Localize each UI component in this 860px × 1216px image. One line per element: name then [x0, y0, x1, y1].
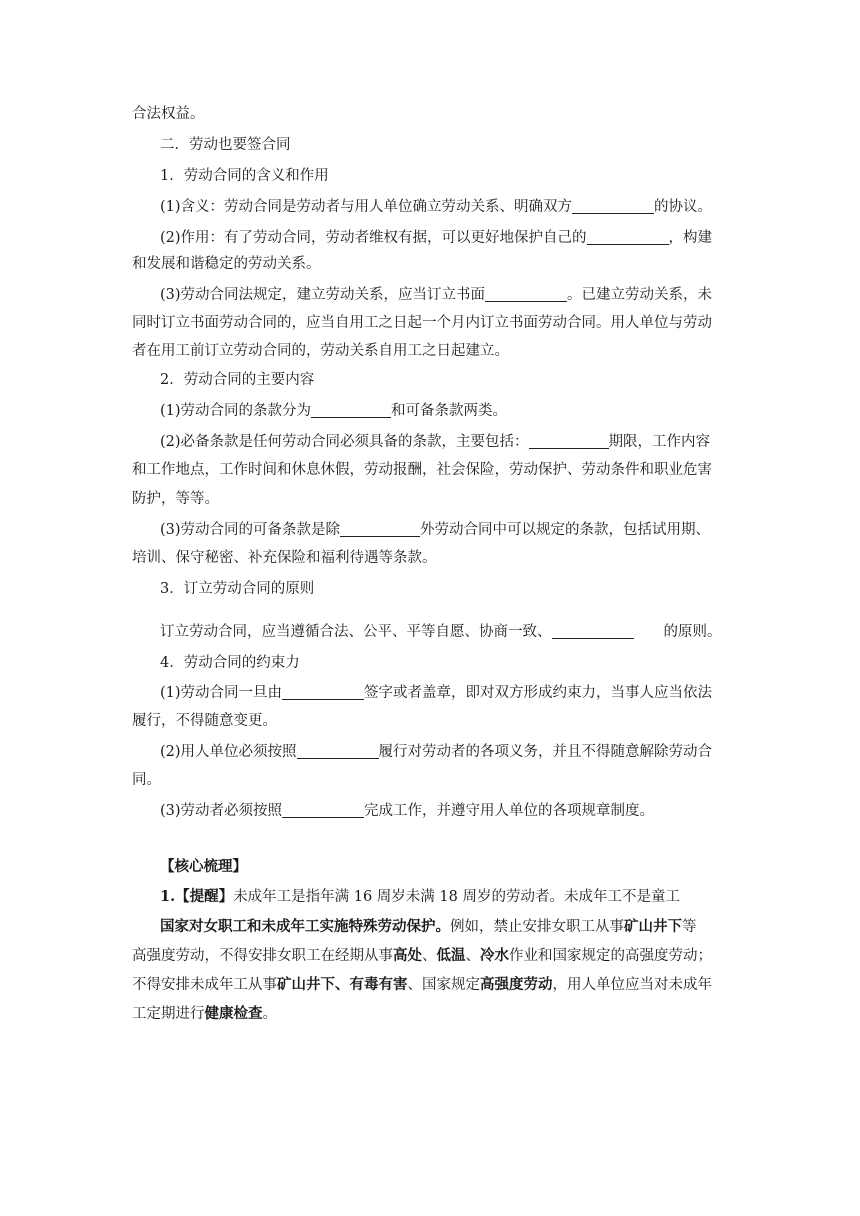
paragraph-line: 工定期进行健康检查。	[132, 1005, 277, 1022]
subheading-3: 3．订立劳动合同的原则	[160, 581, 315, 597]
paragraph-line: (2)用人单位必须按照 履行对劳动者的各项义务，并且不得随意解除劳动合	[160, 744, 713, 760]
paragraph-line: (3)劳动合同法规定，建立劳动关系，应当订立书面 。已建立劳动关系，未	[160, 287, 713, 303]
paragraph-line: 合法权益。	[132, 106, 205, 122]
paragraph-line: 和发展和谐稳定的劳动关系。	[132, 256, 321, 272]
fill-in-blank	[311, 403, 391, 418]
paragraph-line: (1)劳动合同的条款分为 和可备条款两类。	[160, 403, 508, 419]
paragraph-line: (2)作用：有了劳动合同，劳动者维权有据，可以更好地保护自己的 ，构建	[160, 230, 713, 246]
paragraph-line: 履行，不得随意变更。	[132, 713, 277, 729]
reminder-line: 1.【提醒】未成年工是指年满 16 周岁未满 18 周岁的劳动者。未成年工不是童工	[160, 888, 680, 905]
fill-in-blank	[340, 522, 420, 537]
fill-in-blank	[552, 624, 634, 639]
paragraph-line: (1)含义：劳动合同是劳动者与用人单位确立劳动关系、明确双方 的协议。	[160, 199, 713, 215]
fill-in-blank	[297, 744, 379, 759]
paragraph-line: 国家对女职工和未成年工实施特殊劳动保护。例如，禁止安排女职工从事矿山井下等	[160, 918, 697, 935]
paragraph-line: 和工作地点，工作时间和休息休假，劳动报酬，社会保险，劳动保护、劳动条件和职业危害	[132, 462, 712, 478]
paragraph-line: (3)劳动合同的可备条款是除 外劳动合同中可以规定的条款，包括试用期、	[160, 522, 711, 538]
paragraph-line: 订立劳动合同，应当遵循合法、公平、平等自愿、协商一致、 的原则。	[160, 624, 722, 640]
subheading-4: 4．劳动合同的约束力	[160, 655, 300, 671]
subheading-2: 2．劳动合同的主要内容	[160, 372, 315, 388]
fill-in-blank	[572, 199, 654, 214]
paragraph-line: 者在用工前订立劳动合同的，劳动关系自用工之日起建立。	[132, 343, 509, 359]
paragraph-line: (1)劳动合同一旦由 签字或者盖章，即对双方形成约束力，当事人应当依法	[160, 685, 713, 701]
fill-in-blank	[587, 230, 669, 245]
paragraph-line: (3)劳动者必须按照 完成工作，并遵守用人单位的各项规章制度。	[160, 803, 655, 819]
paragraph-line: 不得安排未成年工从事矿山井下、有毒有害、国家规定高强度劳动，用人单位应当对未成年	[132, 976, 712, 993]
subheading-1: 1．劳动合同的含义和作用	[160, 168, 329, 184]
paragraph-line: 防护，等等。	[132, 491, 219, 507]
core-summary-heading: 【核心梳理】	[160, 858, 247, 875]
fill-in-blank	[529, 434, 609, 449]
fill-in-blank	[282, 803, 364, 818]
paragraph-line: 高强度劳动，不得安排女职工在经期从事高处、低温、冷水作业和国家规定的高强度劳动；	[132, 947, 712, 964]
paragraph-line: 同时订立书面劳动合同的，应当自用工之日起一个月内订立书面劳动合同。用人单位与劳动	[132, 315, 712, 331]
paragraph-line: 同。	[132, 772, 161, 788]
paragraph-line: (2)必备条款是任何劳动合同必须具备的条款，主要包括： 期限，工作内容	[160, 434, 711, 450]
section-heading-labor-contract: 二．劳动也要签合同	[160, 137, 291, 153]
fill-in-blank	[485, 287, 567, 302]
paragraph-line: 培训、保守秘密、补充保险和福利待遇等条款。	[132, 550, 437, 566]
fill-in-blank	[282, 685, 364, 700]
